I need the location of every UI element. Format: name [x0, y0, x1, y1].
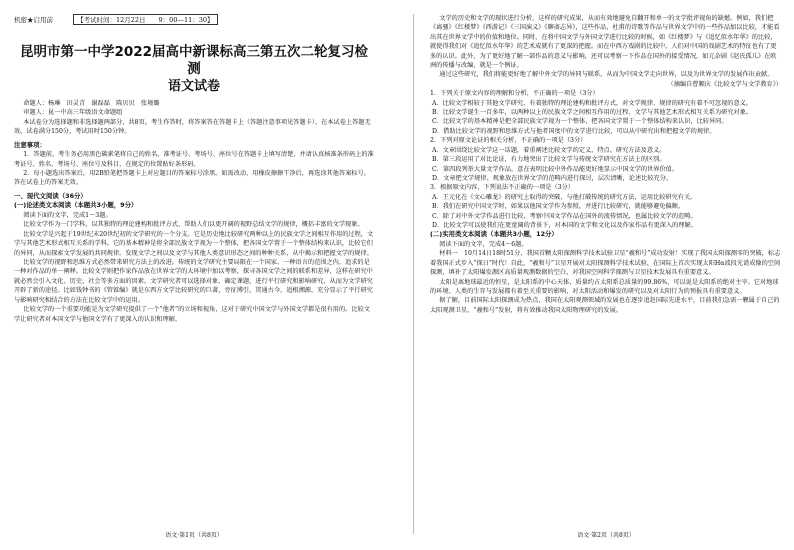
question: 3．根据原文内容，下列说法不正确的一项是（3分） — [430, 184, 574, 192]
passage-paragraph: 比较文学是兴起于19世纪末20世纪初的文学研究的一个分支。它是历史地比较研究两种以上的民族文学之间相互作用的过程，文学与其他艺术形式相互关系的学科。它的基本精神是将全部民族文学视为一个整体，把各国文学置于一个整体结构来认识，比较它们的异同，从而探索文学发展的共同规律。发现文学之间以及文学与其他人类意识形态之间的种种关系，从中揭示和把握文学的规律。 — [14, 230, 374, 257]
page-footer: 语文·第1页（共8页） — [165, 532, 223, 539]
option: A．文章围绕比较文学这一话题，着重阐述比较文学的定义、特点、研究方法及意义。 — [432, 146, 666, 154]
page-divider — [413, 14, 414, 534]
option: C．除了对中外文学作品进行比较，考察中国文学作品在国外的流传情况，也属比较文学的范畴。 — [432, 212, 697, 220]
question: 2．下列对原文论证的相关分析，不正确的一项是（3分） — [430, 137, 587, 145]
option: C．第四段列举大量文学作品，意在表明比较中外作品能更好地显示中国文学的世界价值。 — [432, 165, 679, 173]
reading-instruction: 阅读下面的文字，完成1～3题。 — [23, 212, 112, 220]
reviewer: 审题人：昆一中高三年级语文命题组 — [23, 109, 123, 117]
passage-paragraph: 太阳是离地球最近的恒星，是太阳系的中心天体，质量约占太阳系总质量的99.86%，可以说是太阳系的绝对主宰。它对地球的环境、人类的生存与发展都有着至关重要的影响，对太阳活动和爆发的研究以及对太阳行为的预报具有重要意义。 — [430, 278, 779, 295]
option: C．比较文学的基本精神是把全部民族文学视为一个整体，把各国文学置于一个整体结构来认识，比较异同。 — [432, 118, 728, 126]
right-page — [430, 14, 782, 539]
question: 1．下列关于原文内容的理解和分析，不正确的一项是（3分） — [430, 90, 599, 98]
option: B．我们在研究中国文学时，如果以他国文学作为参照，并进行比较研究，就能够避免偏颇。 — [432, 203, 685, 211]
passage-paragraph: 通过这些研究，我们将能更好地了解中外文学的异同与联系，从而为中国文学走向世界，以及为世界文学的发展作出贡献。 — [439, 71, 774, 79]
subsection-heading: (一)论述类文本阅读（本题共3小题，9分） — [14, 201, 138, 210]
authors: 命题人：杨琳 田灵青 谢磊磊 陈贝贝 张境璐 — [23, 100, 160, 107]
option: D．借助比较文学的视野和思维方式与他者国度中的文学进行比较，可以从中研究出和把握文学的规律。 — [432, 127, 716, 135]
option: D．文章把文学规律、观象放在世界文学的范畴内进行探讨，层次清晰，论述比较充分。 — [432, 174, 673, 182]
notes-title: 注意事项： — [14, 140, 46, 149]
option: A．比较文学相较于其他文学研究，有着独特的理论建构和批评方式，对文学规律、规律的研究有着不可忽视的意义。 — [432, 99, 753, 107]
note-intro: 本试卷分为选择题和非选择题两部分，共8页。考生作答时，将答案答在答题卡上（答题注意事项见答题卡），在本试卷上答题无效。试卷满分150分，考试用时150分钟。 — [14, 118, 371, 136]
secret-label: 机密★启用前 — [14, 15, 53, 24]
passage-paragraph: 比较文学作为一门学科，以其独特的理论建构和批评方式，帮助人们以更开阔的视野总结文学的规律，概括丰富的文学现象。 — [23, 221, 364, 229]
exam-time-box: 【考试时间：12月22日 9：00—11：30】 — [73, 14, 218, 25]
passage-paragraph: 比较文学的视野和思维方式必然带来研究方法上的改进。传统的文学研究主要局限在一个国家、一种语言的范围之内，追求的是一种对作品的单一阐释。比较文学则把作家作品放在世界文学的大环境中加以考察，探寻各国文学之间的联系和差异，这样在研究中就必然会引入文化、历史、社会等多方面的因素。文学研究者可以选择对象、确定课题，进行平行研究和影响研究，从而为文学研究开辟了新的途径。比如钱钟书的《管锥编》就是东西方文学比较研究的巨著，旁征博引，贯通古今，追根溯源，充分显示了平行研究与影响研究相结合的方法在比较文学中的运用。 — [14, 259, 373, 304]
section-heading: 一、现代文阅读（36分） — [14, 191, 87, 200]
left-page — [14, 14, 374, 539]
passage-paragraph: 据了解，目前国际太阳探测成为热点，我国在太阳观测领域的发展也在逐步追赶国际先进水平，目前我们急需一颗属于自己的太阳观测卫星，“羲和号”发射，将有效推动我国太阳物理研究的发展。 — [430, 297, 780, 314]
page-footer: 语文·第2页（共8页） — [577, 532, 635, 539]
option: B．第三段运用了对比论证，有力地突出了比较文学与传统文学研究在方法上的区别。 — [432, 156, 666, 164]
passage-paragraph: 文学的历史和文学的现状进行分析，这样的研究成果，从而有效地避免自翻开和单一的文学批评视角的缺憾。例如，我们把《离骚》《红楼梦》《西游记》《三国演义》《聊斋志异》，这些作品，杜甫的诗歌等作品与世界文学中的一些作品加以比较，才能看出其在世界文学中的价值和地位。同时，在将中国文学与外国文学进行比较的时候，如《红楼梦》与《追忆似水年华》的比较，就使得我们对《追忆似水年华》的艺术成就有了更深的把握。而在中西方戏剧的比较中，人们对中国的戏剧艺术的特征也有了更多的认识。此外，为了更好地了解一部作品的意义与影响，还可以考察一下作品在国外的接受情况，如元杂剧《赵氏孤儿》在欧洲的传播与改编，就是一个例证。 — [430, 15, 780, 70]
option: D．比较文学可以使我们在更宽阔的背景下，对本国的文学和文化以及作家作品有更深入的理解。 — [432, 221, 697, 229]
subsection-heading: (二)实用类文本阅读（本题共3小题，12分） — [430, 230, 558, 239]
material-paragraph: 材料一 10月14日18时51分，我国首颗太阳探测科学技术试验卫星“羲和号”成功发射！实现了我国太阳探测零的突破，标志着我国正式步入“探日”时代！自此，“羲和号”卫星开展对太阳探测科学技术试验，在国际上首次实现太阳Hα波段光谱成像的空间探测，填补了太阳爆发源区高质量观测数据的空白，对我国空间科学探测与卫星技术发展具有重要意义。 — [430, 250, 781, 277]
option: A．王元化在《文心雕龙》的研究上取得的突破，与他打破传统的研究方法，运用比较研究有关。 — [432, 193, 697, 201]
header-row — [14, 14, 374, 24]
passage-paragraph: 比较文学的一个重要功能是为文学研究提供了一个“他者”的立场和视角，这对于研究中国文学与外国文学都是很有用的。比较文学让研究者对本国文学与他国文学有了更深入的认识和理解。 — [14, 306, 370, 323]
reading-instruction: 阅读下面的文字，完成4～6题。 — [439, 240, 528, 248]
source-citation: （摘编自曹顺庆《比较文学与文学教育》） — [667, 80, 782, 88]
note-item: 1．答题前，考生务必用黑色碳素笔将自己的姓名、准考证号、考场号、座位号在答题卡上填写清楚，并请认真核准条形码上的准考证号、姓名、考场号、座位号及科目，在规定的位置贴好条形码。 — [14, 151, 374, 168]
exam-title: 昆明市第一中学2022届高中新课标高三第五次二轮复习检测 — [19, 44, 369, 77]
exam-subtitle: 语文试卷 — [167, 79, 220, 94]
note-item: 2．每小题选出答案后，用2B铅笔把答题卡上对应题目的答案标号涂黑。如需改动，用橡皮擦擦干净后，再选涂其他答案标号。答在试卷上的答案无效。 — [14, 170, 370, 187]
option: B．比较文学诞生一百多年，以两种以上的民族文学之间相互作用的过程、文学与其他艺术形式相互关系为研究对象。 — [432, 109, 753, 117]
